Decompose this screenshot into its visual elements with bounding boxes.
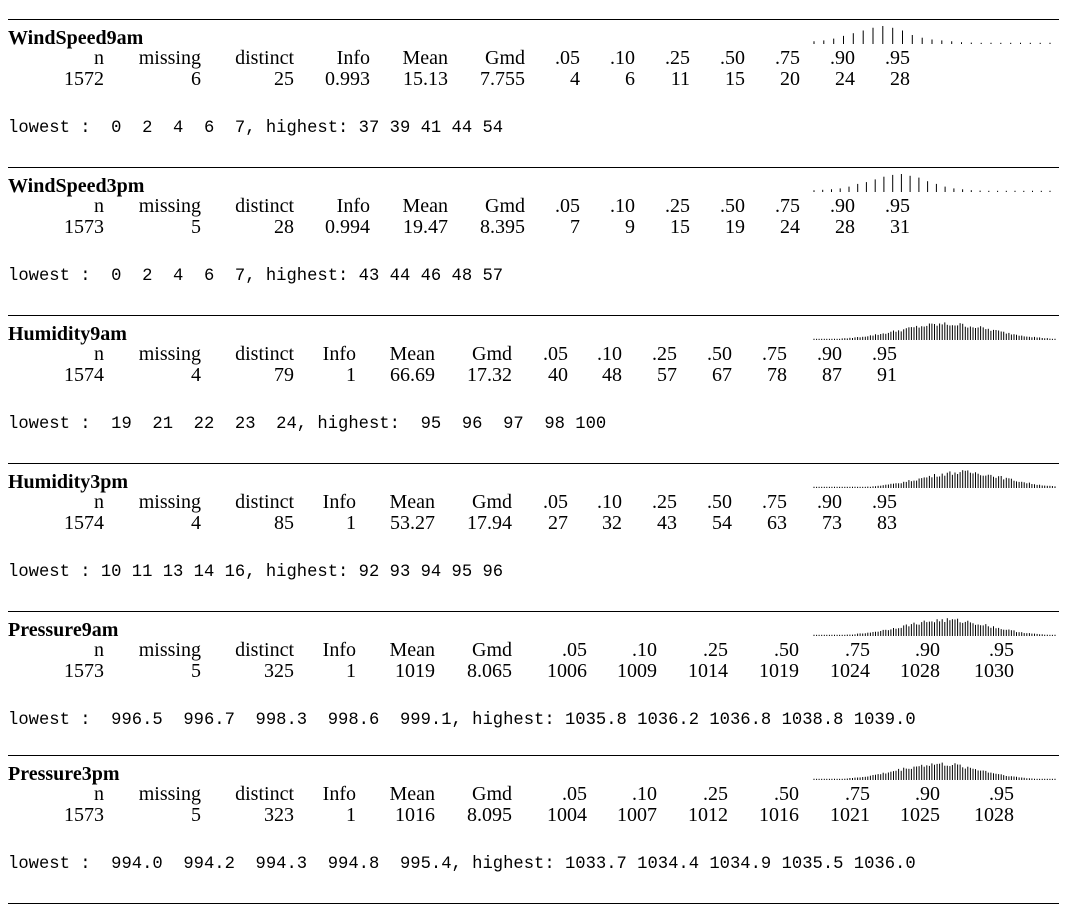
stat-header: .10 xyxy=(632,639,657,661)
stat-header: Info xyxy=(336,47,370,69)
stat-value: 87 xyxy=(822,364,842,386)
variable-block xyxy=(0,756,1072,904)
stat-value: 1004 xyxy=(547,804,587,826)
stat-value: 24 xyxy=(780,216,800,238)
stat-value: 323 xyxy=(264,804,294,826)
stat-header: Info xyxy=(322,639,356,661)
stat-header: .10 xyxy=(597,343,622,365)
stat-value: 17.32 xyxy=(467,364,512,386)
variable-name: WindSpeed9am xyxy=(8,27,144,49)
stat-header: .05 xyxy=(543,343,568,365)
mini-histogram xyxy=(812,468,1057,488)
stat-header: Gmd xyxy=(472,343,512,365)
stat-header: Gmd xyxy=(472,639,512,661)
stat-value: 8.095 xyxy=(467,804,512,826)
stat-header: missing xyxy=(138,343,201,365)
stat-header: .75 xyxy=(845,639,870,661)
stat-header: missing xyxy=(138,491,201,513)
stat-value: 8.395 xyxy=(480,216,525,238)
stat-value: 1006 xyxy=(547,660,587,682)
stat-header: .50 xyxy=(774,639,799,661)
stat-header: n xyxy=(94,343,104,365)
stat-header: .75 xyxy=(762,343,787,365)
stat-value: 4 xyxy=(191,512,201,534)
stat-value: 15 xyxy=(725,68,745,90)
stat-header: .95 xyxy=(885,47,910,69)
stat-header: .10 xyxy=(610,195,635,217)
mini-histogram xyxy=(812,616,1057,636)
extremes-line: lowest : 19 21 22 23 24, highest: 95 96 97 98 100 xyxy=(8,415,607,434)
stat-value: 1007 xyxy=(617,804,657,826)
stat-header: Gmd xyxy=(485,47,525,69)
variable-block xyxy=(0,464,1072,612)
stat-value: 28 xyxy=(835,216,855,238)
stat-value: 15 xyxy=(670,216,690,238)
stat-header: distinct xyxy=(235,783,294,805)
stat-value: 19.47 xyxy=(403,216,448,238)
stat-header: Gmd xyxy=(472,491,512,513)
stat-header: .50 xyxy=(720,47,745,69)
extremes-line: lowest : 0 2 4 6 7, highest: 43 44 46 48 57 xyxy=(8,267,504,286)
stat-header: Info xyxy=(322,491,356,513)
stat-header: .25 xyxy=(703,783,728,805)
stat-value: 1030 xyxy=(974,660,1014,682)
stat-value: 85 xyxy=(274,512,294,534)
stat-header: distinct xyxy=(235,47,294,69)
variable-block xyxy=(0,612,1072,760)
stat-value: 1014 xyxy=(688,660,728,682)
stat-value: 7 xyxy=(570,216,580,238)
stat-value: 1573 xyxy=(64,804,104,826)
stat-value: 1 xyxy=(346,660,356,682)
stat-value: 5 xyxy=(191,216,201,238)
extremes-line: lowest : 996.5 996.7 998.3 998.6 999.1, highest: 1035.8 1036.2 1036.8 1038.8 1039.0 xyxy=(8,711,916,730)
stat-header: n xyxy=(94,491,104,513)
stat-header: Info xyxy=(336,195,370,217)
stat-header: Gmd xyxy=(472,783,512,805)
mini-histogram xyxy=(812,320,1057,340)
stat-header: .90 xyxy=(817,343,842,365)
stat-value: 1009 xyxy=(617,660,657,682)
stat-header: missing xyxy=(138,639,201,661)
stat-header: Gmd xyxy=(485,195,525,217)
variable-name: Pressure3pm xyxy=(8,763,120,785)
stat-header: Mean xyxy=(402,195,448,217)
stat-value: 63 xyxy=(767,512,787,534)
extremes-line: lowest : 994.0 994.2 994.3 994.8 995.4, highest: 1033.7 1034.4 1034.9 1035.5 1036.0 xyxy=(8,855,916,874)
stat-header: .75 xyxy=(775,195,800,217)
stat-header: Mean xyxy=(389,639,435,661)
stat-header: .50 xyxy=(707,491,732,513)
stat-header: .90 xyxy=(830,195,855,217)
stat-value: 48 xyxy=(602,364,622,386)
stat-value: 28 xyxy=(890,68,910,90)
variable-block xyxy=(0,20,1072,168)
stat-value: 1 xyxy=(346,512,356,534)
stat-value: 1573 xyxy=(64,216,104,238)
stat-header: distinct xyxy=(235,343,294,365)
stat-header: Info xyxy=(322,343,356,365)
stat-value: 57 xyxy=(657,364,677,386)
stat-header: .10 xyxy=(597,491,622,513)
variable-block xyxy=(0,168,1072,316)
stat-header: .25 xyxy=(652,491,677,513)
stat-value: 6 xyxy=(191,68,201,90)
stat-value: 0.994 xyxy=(325,216,370,238)
stat-header: .05 xyxy=(562,639,587,661)
stat-header: .50 xyxy=(707,343,732,365)
extremes-line: lowest : 0 2 4 6 7, highest: 37 39 41 44 54 xyxy=(8,119,504,138)
stat-value: 1028 xyxy=(900,660,940,682)
stat-header: distinct xyxy=(235,195,294,217)
stat-header: .10 xyxy=(632,783,657,805)
mini-histogram xyxy=(812,24,1057,44)
stat-value: 6 xyxy=(625,68,635,90)
stat-value: 7.755 xyxy=(480,68,525,90)
extremes-line: lowest : 10 11 13 14 16, highest: 92 93 94 95 96 xyxy=(8,563,504,582)
stat-value: 53.27 xyxy=(390,512,435,534)
stat-value: 11 xyxy=(670,68,690,90)
stat-value: 67 xyxy=(712,364,732,386)
stat-value: 1574 xyxy=(64,364,104,386)
stat-value: 5 xyxy=(191,804,201,826)
stat-value: 1019 xyxy=(395,660,435,682)
stat-header: distinct xyxy=(235,491,294,513)
stat-value: 4 xyxy=(191,364,201,386)
stat-value: 4 xyxy=(570,68,580,90)
stat-value: 5 xyxy=(191,660,201,682)
stat-value: 1574 xyxy=(64,512,104,534)
stat-value: 325 xyxy=(264,660,294,682)
stat-header: .95 xyxy=(885,195,910,217)
stat-header: .25 xyxy=(665,47,690,69)
variable-name: WindSpeed3pm xyxy=(8,175,145,197)
stat-header: .05 xyxy=(543,491,568,513)
stat-value: 83 xyxy=(877,512,897,534)
stat-header: .25 xyxy=(652,343,677,365)
stat-value: 1 xyxy=(346,804,356,826)
stat-value: 43 xyxy=(657,512,677,534)
mini-histogram xyxy=(812,760,1057,780)
stat-value: 1021 xyxy=(830,804,870,826)
stat-header: Info xyxy=(322,783,356,805)
stat-header: distinct xyxy=(235,639,294,661)
stat-value: 1573 xyxy=(64,660,104,682)
stat-header: .90 xyxy=(915,783,940,805)
stat-value: 25 xyxy=(274,68,294,90)
stat-value: 17.94 xyxy=(467,512,512,534)
stat-header: n xyxy=(94,195,104,217)
stat-value: 27 xyxy=(548,512,568,534)
stat-header: .25 xyxy=(665,195,690,217)
stat-value: 1 xyxy=(346,364,356,386)
stat-header: .90 xyxy=(915,639,940,661)
stat-header: .90 xyxy=(830,47,855,69)
stat-value: 31 xyxy=(890,216,910,238)
stat-header: n xyxy=(94,47,104,69)
stat-value: 54 xyxy=(712,512,732,534)
stat-header: .05 xyxy=(562,783,587,805)
stat-value: 1016 xyxy=(759,804,799,826)
stat-header: n xyxy=(94,783,104,805)
stat-value: 1016 xyxy=(395,804,435,826)
stat-value: 24 xyxy=(835,68,855,90)
stat-value: 79 xyxy=(274,364,294,386)
stat-header: .95 xyxy=(872,343,897,365)
stat-header: Mean xyxy=(389,491,435,513)
stat-header: Mean xyxy=(389,343,435,365)
stat-header: Mean xyxy=(402,47,448,69)
stat-value: 73 xyxy=(822,512,842,534)
stat-header: .05 xyxy=(555,195,580,217)
stat-header: .75 xyxy=(762,491,787,513)
stat-value: 8.065 xyxy=(467,660,512,682)
stat-value: 78 xyxy=(767,364,787,386)
variable-block xyxy=(0,316,1072,464)
stat-value: 40 xyxy=(548,364,568,386)
variable-name: Pressure9am xyxy=(8,619,119,641)
stat-header: Mean xyxy=(389,783,435,805)
stat-value: 15.13 xyxy=(403,68,448,90)
stat-header: .95 xyxy=(872,491,897,513)
stat-value: 32 xyxy=(602,512,622,534)
stat-value: 1019 xyxy=(759,660,799,682)
stat-value: 1572 xyxy=(64,68,104,90)
variable-name: Humidity9am xyxy=(8,323,127,345)
stat-header: missing xyxy=(138,47,201,69)
stat-value: 66.69 xyxy=(390,364,435,386)
stat-value: 20 xyxy=(780,68,800,90)
stat-value: 19 xyxy=(725,216,745,238)
stat-header: missing xyxy=(138,783,201,805)
stat-header: .95 xyxy=(989,783,1014,805)
stat-header: .95 xyxy=(989,639,1014,661)
stat-value: 9 xyxy=(625,216,635,238)
stat-value: 28 xyxy=(274,216,294,238)
stat-header: n xyxy=(94,639,104,661)
stat-header: .10 xyxy=(610,47,635,69)
stat-value: 1024 xyxy=(830,660,870,682)
stat-header: .75 xyxy=(845,783,870,805)
mini-histogram xyxy=(812,172,1057,192)
stat-header: .25 xyxy=(703,639,728,661)
stat-header: .75 xyxy=(775,47,800,69)
stat-header: .50 xyxy=(720,195,745,217)
stat-header: .90 xyxy=(817,491,842,513)
stat-value: 1028 xyxy=(974,804,1014,826)
stat-value: 1012 xyxy=(688,804,728,826)
stat-value: 0.993 xyxy=(325,68,370,90)
stat-value: 91 xyxy=(877,364,897,386)
stat-value: 1025 xyxy=(900,804,940,826)
stat-header: .50 xyxy=(774,783,799,805)
stat-header: missing xyxy=(138,195,201,217)
variable-name: Humidity3pm xyxy=(8,471,129,493)
stat-header: .05 xyxy=(555,47,580,69)
